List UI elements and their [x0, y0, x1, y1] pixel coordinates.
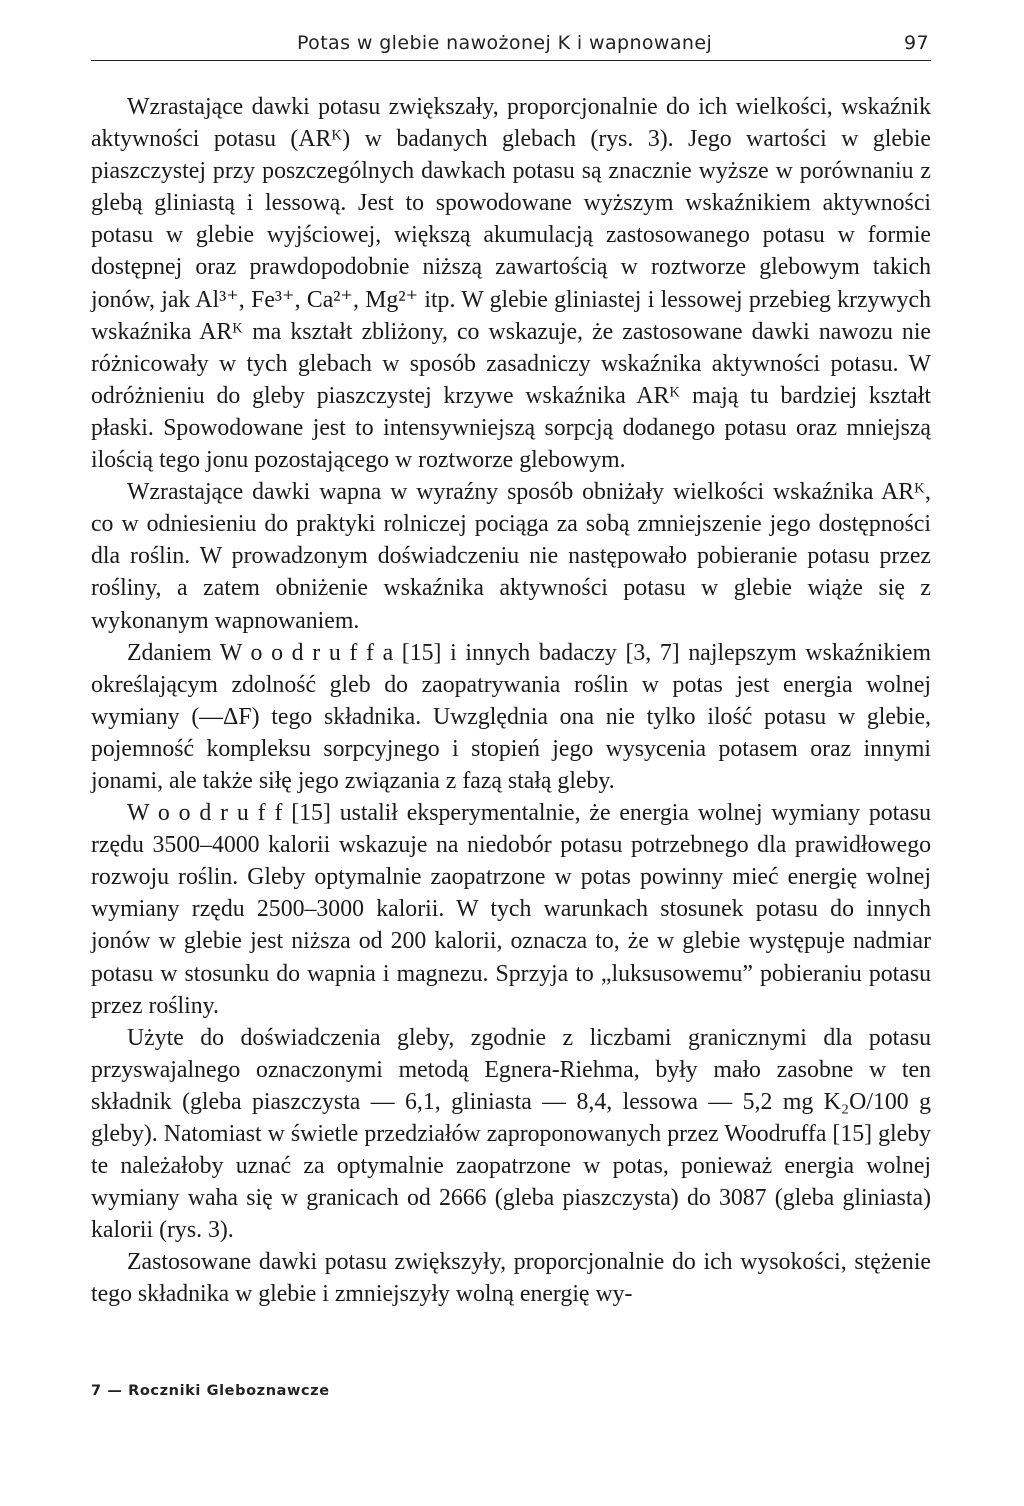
paragraph: Użyte do doświadczenia gleby, zgodnie z liczbami granicznymi dla potasu przyswajalnego oznaczonymi metodą Egnera-Riehma, były mało zasobne w ten składnik (gleba piaszczysta — 6,1, gliniasta — 8,4, lessowa — 5,2 mg K₂O/100 g gleby). Natomiast w świetle przedziałów zaproponowanych przez Woodruffa [15] gleby te należałoby uznać za optymalnie zaopatrzone w potas, ponieważ energia wolnej wymiany waha się w granicach od 2666 (gleba piaszczysta) do 3087 (gleba gliniasta) kalorii (rys. 3).: [91, 1024, 931, 1244]
running-title: Potas w glebie nawożonej K i wapnowanej: [297, 32, 713, 54]
page-number: 97: [904, 32, 929, 54]
paragraph: W o o d r u f f [15] ustalił eksperymentalnie, że energia wolnej wymiany potasu rzędu 3500–4000 kalorii wskazuje na niedobór potasu potrzebnego dla prawidłowego rozwoju roślin. Gleby optymalnie zaopatrzone w potas powinny mieć energię wolnej wymiany rzędu 2500–3000 kalorii. W tych warunkach stosunek potasu do innych jonów w glebie jest niższa od 200 kalorii, oznacza to, że w glebie występuje nadmiar potasu w stosunku do wapnia i magnezu. Sprzyja to „luksusowemu” pobieraniu potasu przez rośliny.: [91, 800, 931, 1019]
sheet-signature: 7 — Roczniki Gleboznawcze: [91, 1383, 330, 1399]
running-header: [91, 28, 931, 61]
paragraph: Zdaniem W o o d r u f f a [15] i innych badaczy [3, 7] najlepszym wskaźnikiem określającym zdolność gleb do zaopatrywania roślin w potas jest energia wolnej wymiany (—ΔF) tego składnika. Uwzględnia ona nie tylko ilość potasu w glebie, pojemność kompleksu sorpcyjnego i stopień jego wysycenia potasem oraz innymi jonami, ale także siłę jego związania z fazą stałą gleby.: [91, 639, 931, 794]
document-page: [91, 28, 931, 1399]
paragraph: Wzrastające dawki potasu zwiększały, proporcjonalnie do ich wielkości, wskaźnik aktywności potasu (ARᴷ) w badanych glebach (rys. 3). Jego wartości w glebie piaszczystej przy poszczególnych dawkach potasu są znacznie wyższe w porównaniu z glebą gliniastą i lessową. Jest to spowodowane wyższym wskaźnikiem aktywności potasu w glebie wyjściowej, większą akumulacją zastosowanego potasu w formie dostępnej oraz prawdopodobnie niższą zawartością w roztworze glebowym takich jonów, jak Al³⁺, Fe³⁺, Ca²⁺, Mg²⁺ itp. W glebie gliniastej i lessowej przebieg krzywych wskaźnika ARᴷ ma kształt zbliżony, co wskazuje, że zastosowane dawki nawozu nie różnicowały w tych glebach w sposób zasadniczy wskaźnika aktywności potasu. W odróżnieniu do gleby piaszczystej krzywe wskaźnika ARᴷ mają tu bardziej kształt płaski. Spowodowane jest to intensywniejszą sorpcją dodanego potasu oraz mniejszą ilością tego jonu pozostającego w roztworze glebowym.: [91, 94, 931, 474]
paragraph: Zastosowane dawki potasu zwiększyły, proporcjonalnie do ich wysokości, stężenie tego składnika w glebie i zmniejszyły wolną energię wy-: [91, 1249, 931, 1308]
paragraph: Wzrastające dawki wapna w wyraźny sposób obniżały wielkości wskaźnika ARᴷ, co w odniesieniu do praktyki rolniczej pociąga za sobą zmniejszenie jego dostępności dla roślin. W prowadzonym doświadczeniu nie następowało pobieranie potasu przez rośliny, a zatem obniżenie wskaźnika aktywności potasu w glebie wiąże się z wykonanym wapnowaniem.: [91, 479, 931, 634]
body-text: [91, 91, 931, 1311]
